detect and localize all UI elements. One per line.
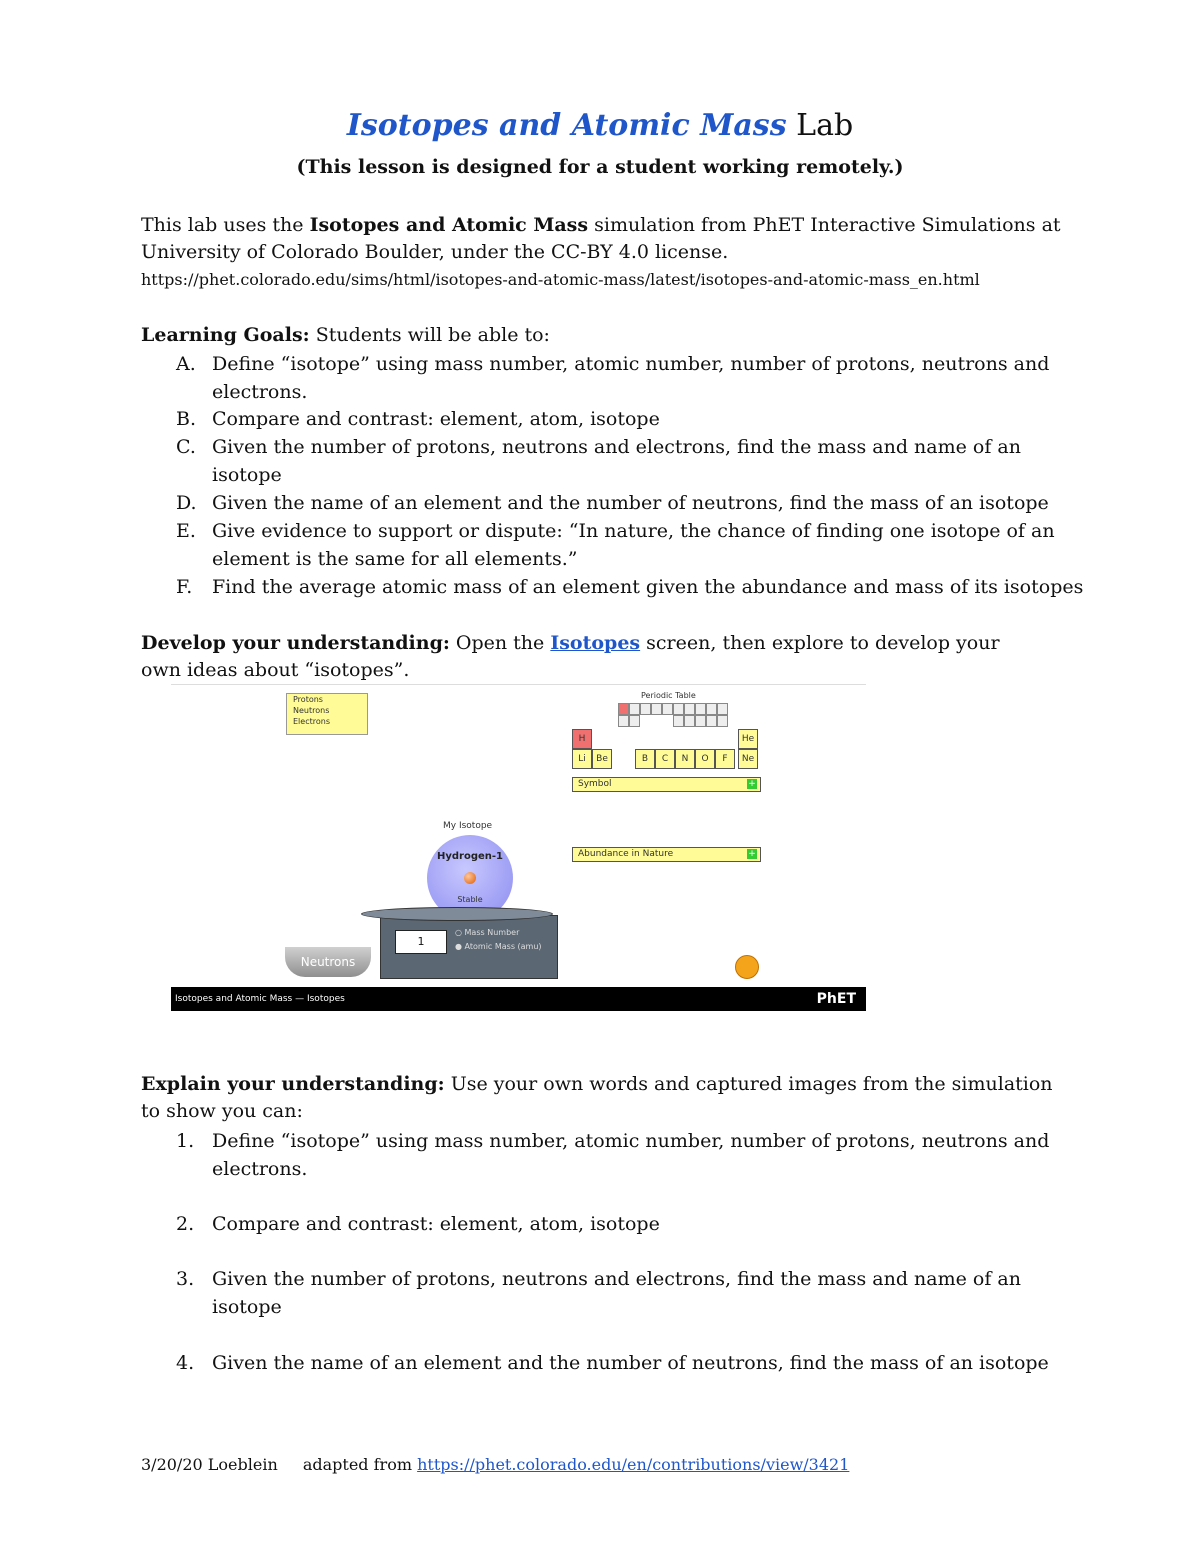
learning-goals-intro: Students will be able to:: [309, 324, 550, 346]
page-subtitle: (This lesson is designed for a student working remotely.): [296, 156, 904, 178]
element-cell-n[interactable]: N: [675, 749, 695, 769]
goal-label: C.: [176, 436, 196, 458]
goal-text: Find the average atomic mass of an element given the abundance and mass of its isotopes: [212, 576, 1084, 598]
mini-table-cell: [640, 703, 651, 715]
explain-label: 4.: [176, 1352, 195, 1374]
explain-lead: Use your own words and captured images from the simulation to show you can:: [141, 1073, 1053, 1122]
mini-table-cell: [717, 703, 728, 715]
mini-table-cell: [618, 703, 629, 715]
footer-date-author: 3/20/20 Loeblein: [141, 1455, 278, 1474]
goal-text: Given the number of protons, neutrons and electrons, find the mass and name of an isotope: [212, 436, 1021, 486]
element-cell-he[interactable]: He: [738, 729, 758, 749]
mini-table-cell: [706, 715, 717, 727]
explain-heading: Explain your understanding:: [141, 1073, 445, 1095]
element-cell-f[interactable]: F: [715, 749, 735, 769]
element-cell-b[interactable]: B: [635, 749, 655, 769]
learning-goals-heading: Learning Goals:: [141, 324, 310, 346]
mini-table-cell: [629, 703, 640, 715]
symbol-label: Symbol: [578, 779, 612, 789]
footer-link[interactable]: https://phet.colorado.edu/en/contributions/view/3421: [417, 1455, 850, 1474]
legend-neutrons: Neutrons: [293, 706, 330, 715]
title-rest: Lab: [796, 108, 854, 143]
explain-text: Given the name of an element and the number of neutrons, find the mass of an isotope: [212, 1352, 1049, 1374]
mini-table-cell: [695, 703, 706, 715]
expand-icon[interactable]: +: [748, 849, 756, 859]
scale: [380, 915, 558, 979]
atomic-mass-label: Atomic Mass (amu): [464, 942, 542, 951]
mini-table-cell: [618, 715, 629, 727]
develop-heading: Develop your understanding:: [141, 632, 450, 654]
mini-table-cell: [684, 703, 695, 715]
explain-label: 3.: [176, 1268, 195, 1290]
abundance-label: Abundance in Nature: [578, 849, 674, 859]
isotopes-link[interactable]: Isotopes: [550, 632, 641, 654]
mini-table-cell: [662, 703, 673, 715]
footer-adapted: adapted from: [302, 1455, 413, 1474]
element-cell-ne[interactable]: Ne: [738, 749, 758, 769]
mini-table-cell: [629, 715, 640, 727]
legend-electrons: Electrons: [293, 717, 330, 726]
proton-icon[interactable]: [464, 872, 476, 884]
goal-text: Define “isotope” using mass number, atomic number, number of protons, neutrons and electrons.: [212, 353, 1050, 403]
mini-table-cell: [706, 703, 717, 715]
intro-post: simulation from PhET Interactive Simulations at University of Colorado Boulder, under the CC-BY 4.0 license.: [141, 214, 1061, 263]
symbol-panel[interactable]: [572, 777, 761, 792]
mini-table-cell: [673, 715, 684, 727]
goal-label: E.: [176, 520, 196, 542]
explain-label: 2.: [176, 1213, 195, 1235]
page-title: [0, 108, 1200, 143]
sim-navbar: [171, 987, 866, 1011]
explain-text: Compare and contrast: element, atom, isotope: [212, 1213, 660, 1235]
element-cell-li[interactable]: Li: [572, 749, 592, 769]
mass-number-option[interactable]: ○ Mass Number: [455, 928, 520, 937]
periodic-table-label: Periodic Table: [641, 691, 696, 700]
explain-label: 1.: [176, 1130, 195, 1152]
stability-label: Stable: [457, 895, 483, 904]
goal-label: D.: [176, 492, 197, 514]
develop-paragraph: [141, 630, 1041, 684]
intro-paragraph: [141, 212, 1071, 266]
goal-label: A.: [176, 353, 196, 375]
reset-icon[interactable]: [735, 955, 759, 979]
title-highlight: Isotopes and Atomic Mass: [346, 108, 787, 143]
explain-paragraph: [141, 1071, 1056, 1125]
neutron-bucket[interactable]: Neutrons: [285, 947, 371, 977]
learning-goals-lead: [141, 322, 1071, 349]
goal-text: Compare and contrast: element, atom, isotope: [212, 408, 660, 430]
scale-readout: 1: [395, 930, 447, 954]
element-cell-o[interactable]: O: [695, 749, 715, 769]
expand-icon[interactable]: +: [748, 779, 756, 789]
scale-platform: [361, 907, 553, 921]
navbar-title: Isotopes and Atomic Mass — Isotopes: [175, 994, 345, 1004]
goal-text: Give evidence to support or dispute: “In nature, the chance of finding one isotope of an element is the same for all elements.”: [212, 520, 1055, 570]
mini-table-cell: [717, 715, 728, 727]
mini-table-cell: [651, 703, 662, 715]
particle-legend: [286, 693, 368, 735]
abundance-panel[interactable]: [572, 847, 761, 862]
mass-number-label: Mass Number: [464, 928, 520, 937]
intro-pre: This lab uses the: [141, 214, 310, 236]
goal-text: Given the name of an element and the number of neutrons, find the mass of an isotope: [212, 492, 1049, 514]
mini-table-cell: [695, 715, 706, 727]
legend-protons: Protons: [293, 695, 323, 704]
phet-logo[interactable]: PhET: [816, 991, 856, 1007]
explain-text: Define “isotope” using mass number, atomic number, number of protons, neutrons and electrons.: [212, 1130, 1050, 1180]
my-isotope-label: My Isotope: [443, 821, 493, 831]
develop-pre: Open the: [449, 632, 551, 654]
simulation-screenshot: [171, 684, 866, 1011]
atomic-mass-option[interactable]: ● Atomic Mass (amu): [455, 942, 542, 951]
footer: [141, 1455, 849, 1474]
element-cell-h[interactable]: H: [572, 729, 592, 749]
element-cell-c[interactable]: C: [655, 749, 675, 769]
mini-table-cell: [684, 715, 695, 727]
intro-bold: Isotopes and Atomic Mass: [309, 214, 589, 236]
develop-post: screen, then explore to develop your own ideas about “isotopes”.: [141, 632, 1000, 681]
sim-url[interactable]: https://phet.colorado.edu/sims/html/isotopes-and-atomic-mass/latest/isotopes-and-atomic-mass_en.html: [141, 270, 980, 289]
atom-name: Hydrogen-1: [436, 851, 503, 862]
goal-label: B.: [176, 408, 197, 430]
mini-table-cell: [673, 703, 684, 715]
goal-label: F.: [176, 576, 193, 598]
explain-text: Given the number of protons, neutrons and electrons, find the mass and name of an isotope: [212, 1268, 1021, 1318]
element-cell-be[interactable]: Be: [592, 749, 612, 769]
